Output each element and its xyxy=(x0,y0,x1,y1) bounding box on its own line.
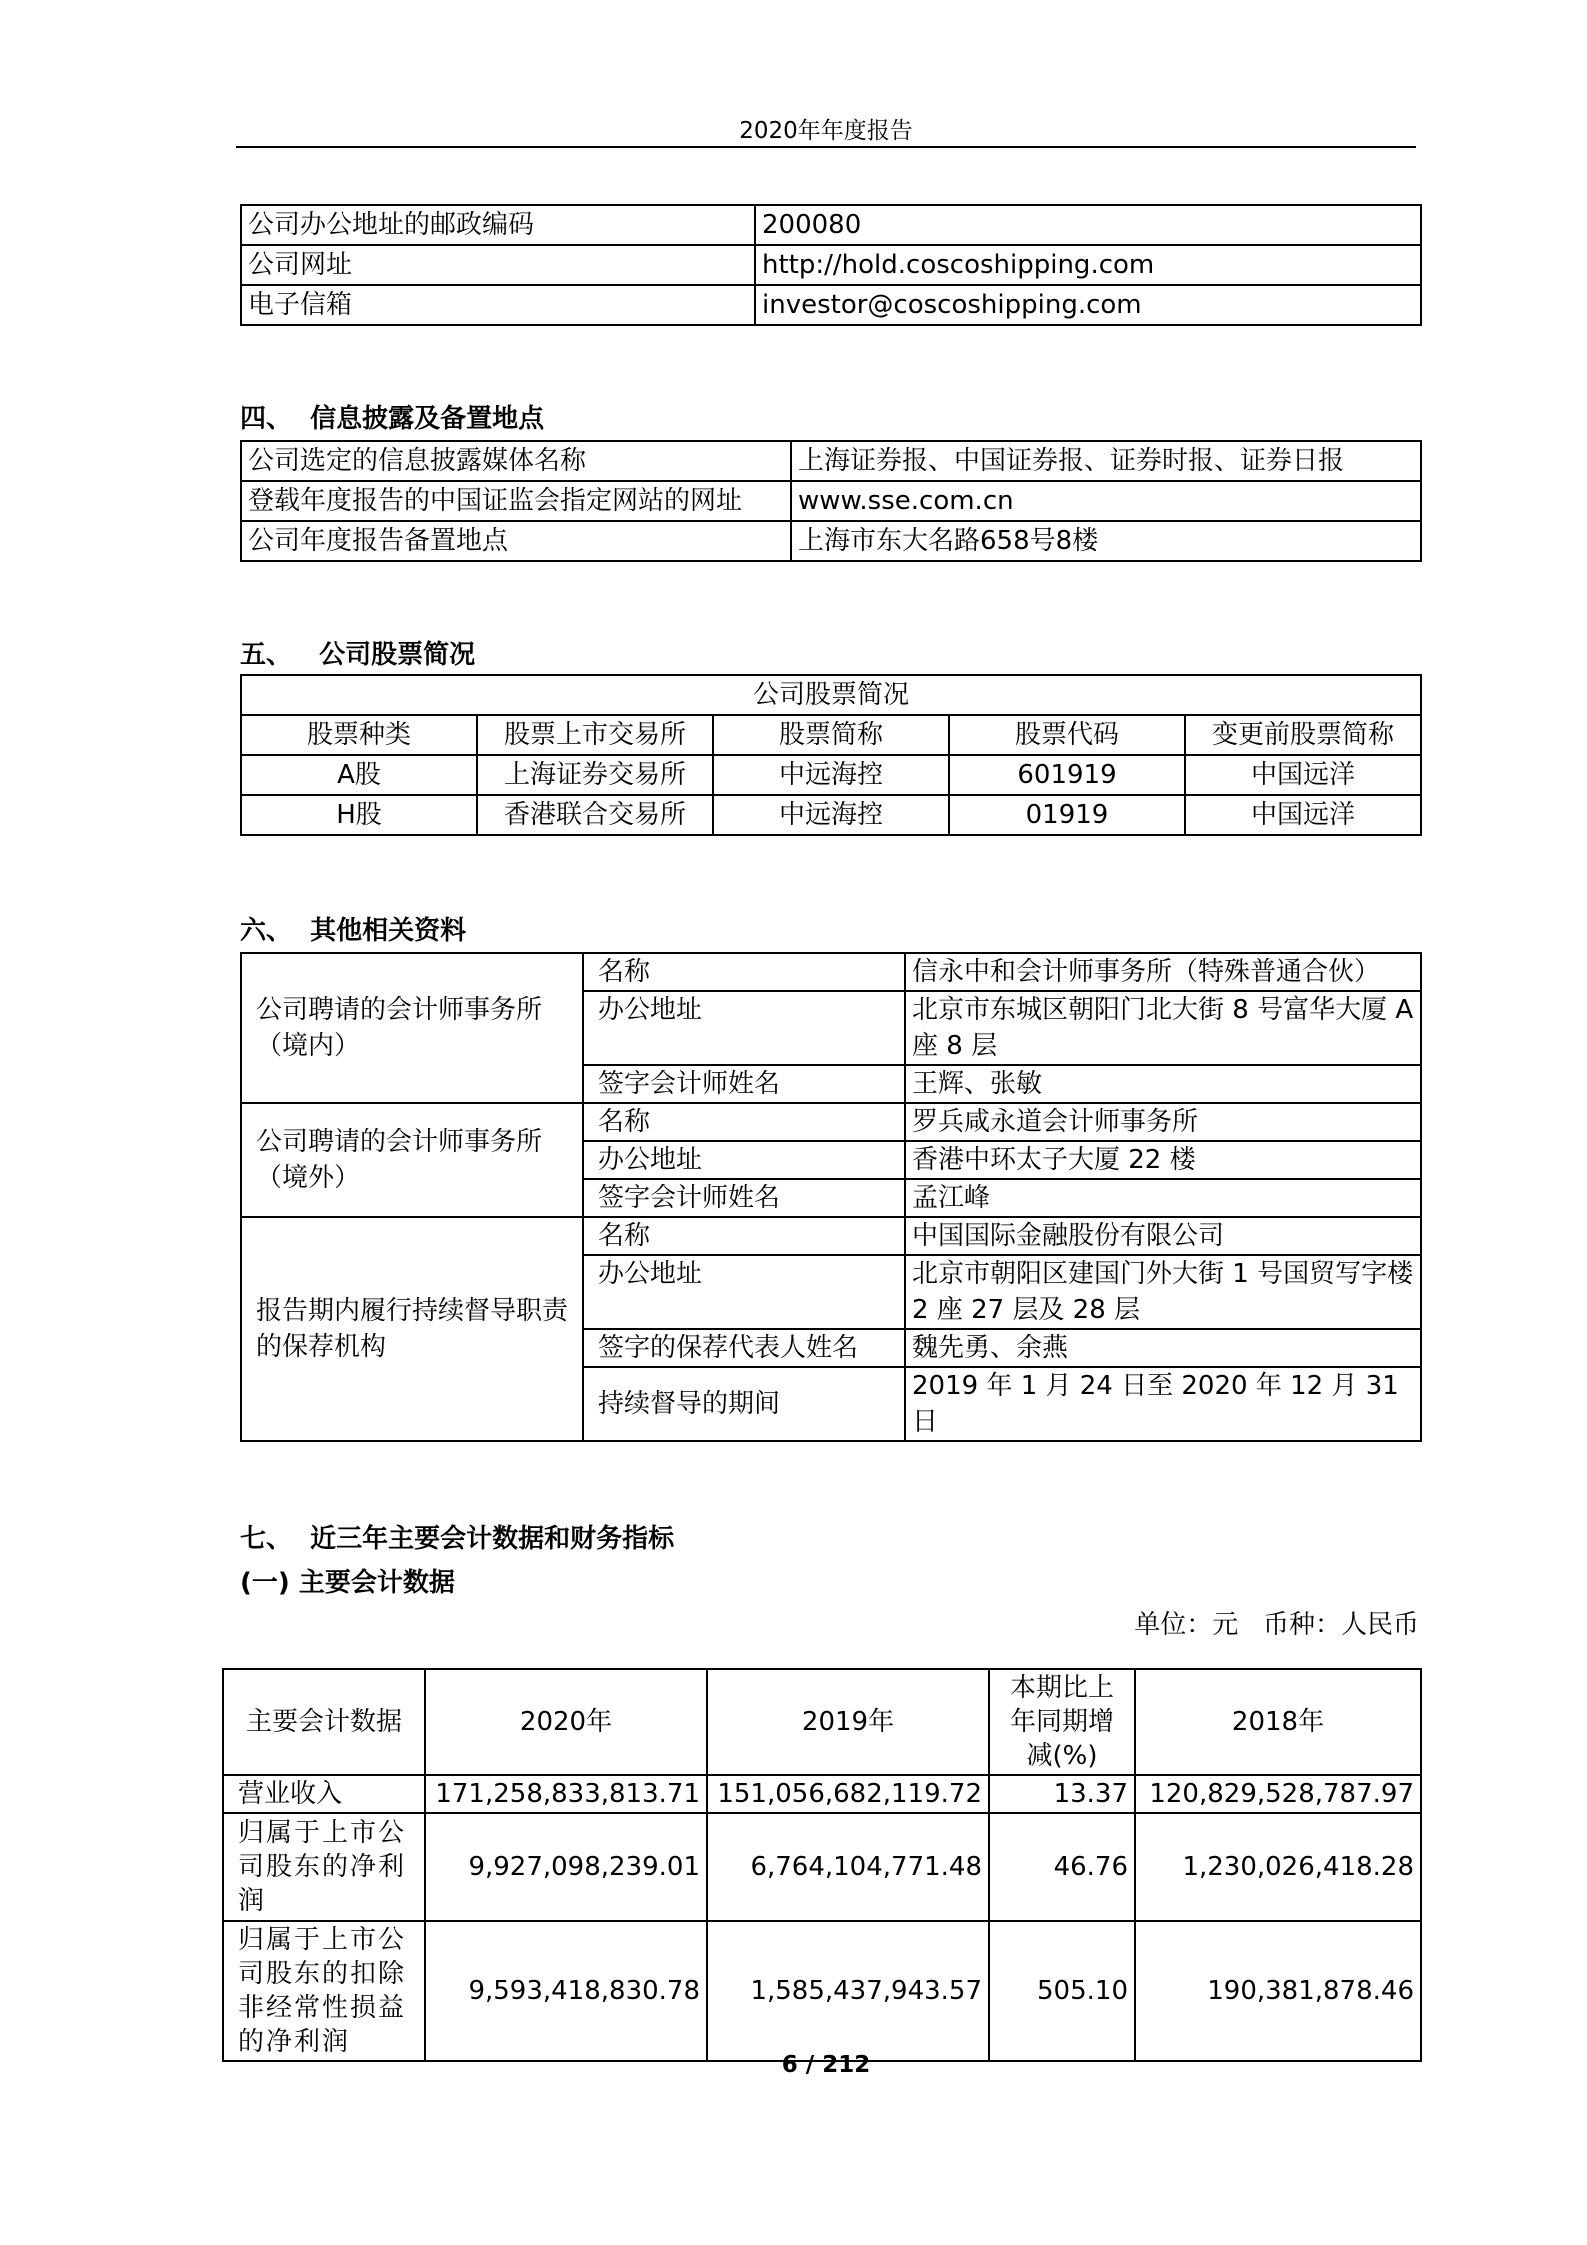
table-cell: 171,258,833,813.71 xyxy=(425,1775,707,1813)
row-key: 办公地址 xyxy=(583,991,905,1065)
row-key: 签字会计师姓名 xyxy=(583,1179,905,1217)
column-header: 股票上市交易所 xyxy=(477,715,713,755)
row-label: 归属于上市公司股东的净利润 xyxy=(223,1813,425,1921)
header-divider xyxy=(236,146,1416,148)
section7-subtitle: (一) 主要会计数据 xyxy=(240,1568,455,1598)
stock-table-caption: 公司股票简况 xyxy=(241,675,1421,715)
disclosure-value: 上海市东大名路658号8楼 xyxy=(791,521,1421,561)
disclosure-table xyxy=(240,440,1422,562)
table-row xyxy=(241,285,1421,325)
table-row xyxy=(241,245,1421,285)
contact-value: investor@coscoshipping.com xyxy=(755,285,1421,325)
table-cell: 6,764,104,771.48 xyxy=(707,1813,989,1921)
row-value: 中国国际金融股份有限公司 xyxy=(905,1217,1421,1255)
column-header: 2018年 xyxy=(1135,1669,1421,1775)
table-cell: 香港联合交易所 xyxy=(477,795,713,835)
row-value: 北京市东城区朝阳门北大街 8 号富华大厦 A 座 8 层 xyxy=(905,991,1421,1065)
stock-table xyxy=(240,674,1422,836)
row-key: 签字会计师姓名 xyxy=(583,1065,905,1103)
table-cell: 1,230,026,418.28 xyxy=(1135,1813,1421,1921)
group-label: 公司聘请的会计师事务所（境外） xyxy=(241,1103,583,1217)
column-header: 股票简称 xyxy=(713,715,949,755)
table-cell: 13.37 xyxy=(989,1775,1135,1813)
row-key: 办公地址 xyxy=(583,1141,905,1179)
table-row xyxy=(241,755,1421,795)
table-cell: 46.76 xyxy=(989,1813,1135,1921)
row-key: 办公地址 xyxy=(583,1255,905,1329)
disclosure-label: 公司年度报告备置地点 xyxy=(241,521,791,561)
table-cell: 中国远洋 xyxy=(1185,755,1421,795)
column-header: 2019年 xyxy=(707,1669,989,1775)
report-header: 2020年年度报告 xyxy=(739,118,913,144)
table-row xyxy=(223,1775,1421,1813)
table-row xyxy=(241,1103,1421,1141)
table-cell: A股 xyxy=(241,755,477,795)
contact-label: 电子信箱 xyxy=(241,285,755,325)
row-value: 信永中和会计师事务所（特殊普通合伙） xyxy=(905,953,1421,991)
column-header: 2020年 xyxy=(425,1669,707,1775)
row-key: 持续督导的期间 xyxy=(583,1367,905,1441)
table-row xyxy=(241,1217,1421,1255)
table-cell: 190,381,878.46 xyxy=(1135,1921,1421,2061)
disclosure-value: www.sse.com.cn xyxy=(791,481,1421,521)
section6-title: 六、 其他相关资料 xyxy=(240,916,467,946)
unit-note: 单位：元 币种：人民币 xyxy=(1134,1610,1419,1640)
table-cell: 中远海控 xyxy=(713,795,949,835)
row-value: 魏先勇、余燕 xyxy=(905,1329,1421,1367)
column-header: 股票种类 xyxy=(241,715,477,755)
row-value: 王辉、张敏 xyxy=(905,1065,1421,1103)
table-cell: 601919 xyxy=(949,755,1185,795)
table-row xyxy=(241,481,1421,521)
table-row xyxy=(241,795,1421,835)
table-cell: 1,585,437,943.57 xyxy=(707,1921,989,2061)
row-value: 孟江峰 xyxy=(905,1179,1421,1217)
row-key: 签字的保荐代表人姓名 xyxy=(583,1329,905,1367)
disclosure-label: 公司选定的信息披露媒体名称 xyxy=(241,441,791,481)
related-info-table xyxy=(240,952,1422,1442)
table-row xyxy=(223,1921,1421,2061)
row-value: 香港中环太子大厦 22 楼 xyxy=(905,1141,1421,1179)
accounting-data-table xyxy=(222,1668,1422,2062)
group-label: 公司聘请的会计师事务所（境内） xyxy=(241,953,583,1103)
page-number: 6 / 212 xyxy=(781,2052,871,2078)
table-cell: 中国远洋 xyxy=(1185,795,1421,835)
table-row xyxy=(241,205,1421,245)
disclosure-label: 登载年度报告的中国证监会指定网站的网址 xyxy=(241,481,791,521)
table-cell: 151,056,682,119.72 xyxy=(707,1775,989,1813)
row-key: 名称 xyxy=(583,953,905,991)
row-label: 归属于上市公司股东的扣除非经常性损益的净利润 xyxy=(223,1921,425,2061)
table-header-row xyxy=(241,715,1421,755)
table-cell: 中远海控 xyxy=(713,755,949,795)
group-label: 报告期内履行持续督导职责的保荐机构 xyxy=(241,1217,583,1441)
row-key: 名称 xyxy=(583,1103,905,1141)
table-row xyxy=(241,953,1421,991)
table-row xyxy=(241,441,1421,481)
section7-title: 七、 近三年主要会计数据和财务指标 xyxy=(240,1524,675,1554)
table-cell: 505.10 xyxy=(989,1921,1135,2061)
contact-value: http://hold.coscoshipping.com xyxy=(755,245,1421,285)
table-cell: H股 xyxy=(241,795,477,835)
table-cell: 9,927,098,239.01 xyxy=(425,1813,707,1921)
disclosure-value: 上海证券报、中国证券报、证券时报、证券日报 xyxy=(791,441,1421,481)
contact-label: 公司办公地址的邮政编码 xyxy=(241,205,755,245)
table-cell: 9,593,418,830.78 xyxy=(425,1921,707,2061)
table-cell: 上海证券交易所 xyxy=(477,755,713,795)
column-header: 主要会计数据 xyxy=(223,1669,425,1775)
table-cell: 120,829,528,787.97 xyxy=(1135,1775,1421,1813)
table-row xyxy=(223,1813,1421,1921)
row-value: 罗兵咸永道会计师事务所 xyxy=(905,1103,1421,1141)
table-cell: 01919 xyxy=(949,795,1185,835)
column-header: 股票代码 xyxy=(949,715,1185,755)
column-header: 变更前股票简称 xyxy=(1185,715,1421,755)
row-key: 名称 xyxy=(583,1217,905,1255)
table-row xyxy=(241,675,1421,715)
row-label: 营业收入 xyxy=(223,1775,425,1813)
row-value: 2019 年 1 月 24 日至 2020 年 12 月 31 日 xyxy=(905,1367,1421,1441)
section5-title: 五、 公司股票简况 xyxy=(240,640,476,670)
table-row xyxy=(241,521,1421,561)
contact-table xyxy=(240,204,1422,326)
section4-title: 四、 信息披露及备置地点 xyxy=(240,404,545,434)
table-header-row xyxy=(223,1669,1421,1775)
contact-label: 公司网址 xyxy=(241,245,755,285)
row-value: 北京市朝阳区建国门外大街 1 号国贸写字楼 2 座 27 层及 28 层 xyxy=(905,1255,1421,1329)
column-header: 本期比上年同期增减(%) xyxy=(989,1669,1135,1775)
contact-value: 200080 xyxy=(755,205,1421,245)
